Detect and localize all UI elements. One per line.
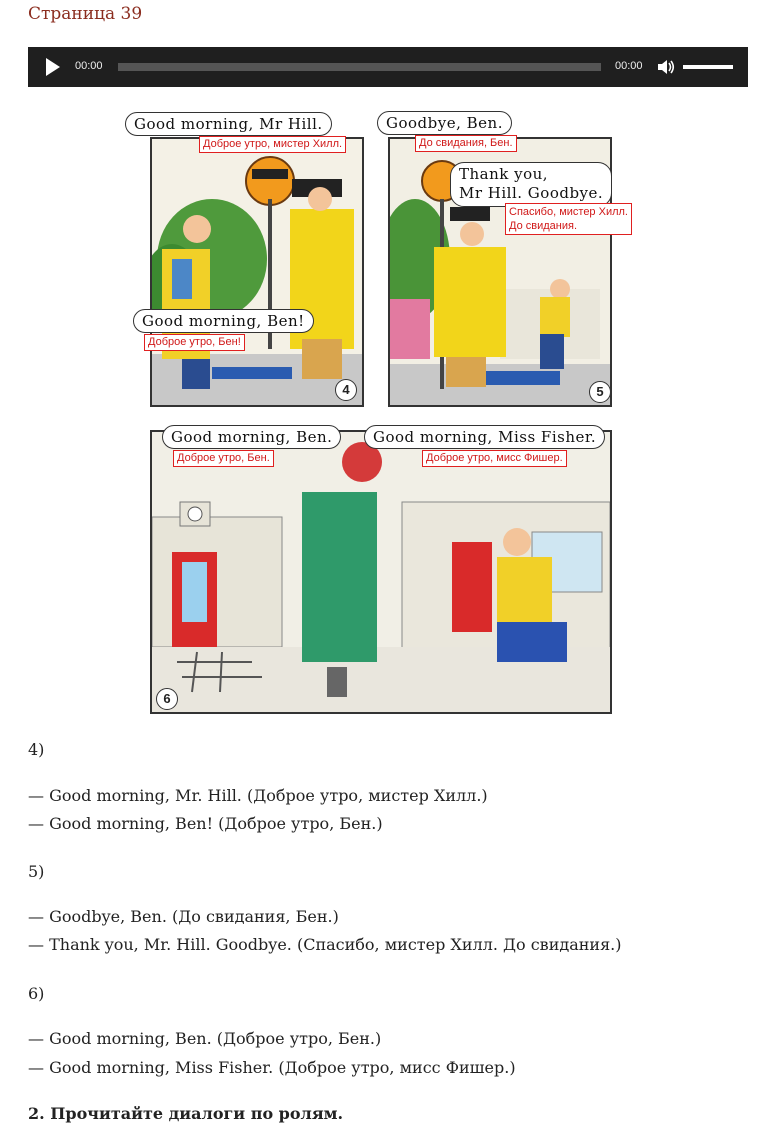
panel-number: 4 [335, 379, 357, 401]
panel-number: 5 [589, 381, 611, 403]
page-heading: Страница 39 [28, 4, 143, 24]
bubble-line: Mr Hill. Goodbye. [459, 184, 604, 202]
panel-number: 6 [156, 688, 178, 710]
illustration-panel-4 [150, 137, 364, 407]
bubble-line: Thank you, [459, 165, 549, 183]
translation-label: Доброе утро, Бен! [144, 334, 245, 351]
panel-6-artwork [152, 432, 610, 712]
volume-icon[interactable] [656, 58, 676, 76]
dialogue-line: — Goodbye, Ben. (До свидания, Бен.) [28, 907, 339, 926]
speech-bubble: Good morning, Miss Fisher. [364, 425, 605, 449]
dialogue-label: 5) [28, 862, 45, 881]
translation-label: До свидания, Бен. [415, 135, 517, 152]
translation-line: До свидания. [509, 220, 578, 232]
volume-slider[interactable] [683, 65, 733, 69]
dialogue-label: 4) [28, 740, 45, 759]
dialogue-line: — Good morning, Mr. Hill. (Доброе утро, мистер Хилл.) [28, 786, 488, 805]
speech-bubble: Good morning, Ben! [133, 309, 314, 333]
duration-time: 00:00 [615, 60, 643, 72]
speech-bubble: Goodbye, Ben. [377, 111, 512, 135]
panel-4-artwork [152, 139, 362, 405]
speech-bubble: Good morning, Mr Hill. [125, 112, 332, 136]
translation-label: Доброе утро, мисс Фишер. [422, 450, 567, 467]
illustration-panel-6 [150, 430, 612, 714]
speech-bubble [450, 162, 612, 207]
translation-label: Доброе утро, мистер Хилл. [199, 136, 346, 153]
audio-player [28, 47, 748, 87]
dialogue-label: 6) [28, 984, 45, 1003]
volume-level [683, 65, 733, 69]
dialogue-line: — Thank you, Mr. Hill. Goodbye. (Спасибо, мистер Хилл. До свидания.) [28, 935, 622, 954]
translation-line: Спасибо, мистер Хилл. [509, 206, 628, 218]
translation-label: Доброе утро, Бен. [173, 450, 274, 467]
dialogue-line: — Good morning, Ben. (Доброе утро, Бен.) [28, 1029, 382, 1048]
translation-label [505, 203, 632, 235]
seek-bar[interactable] [118, 63, 601, 71]
speech-bubble: Good morning, Ben. [162, 425, 341, 449]
current-time: 00:00 [75, 60, 103, 72]
play-icon[interactable] [46, 58, 60, 76]
task-heading: 2. Прочитайте диалоги по ролям. [28, 1104, 344, 1123]
dialogue-line: — Good morning, Ben! (Доброе утро, Бен.) [28, 814, 383, 833]
dialogue-line: — Good morning, Miss Fisher. (Доброе утро, мисс Фишер.) [28, 1058, 516, 1077]
